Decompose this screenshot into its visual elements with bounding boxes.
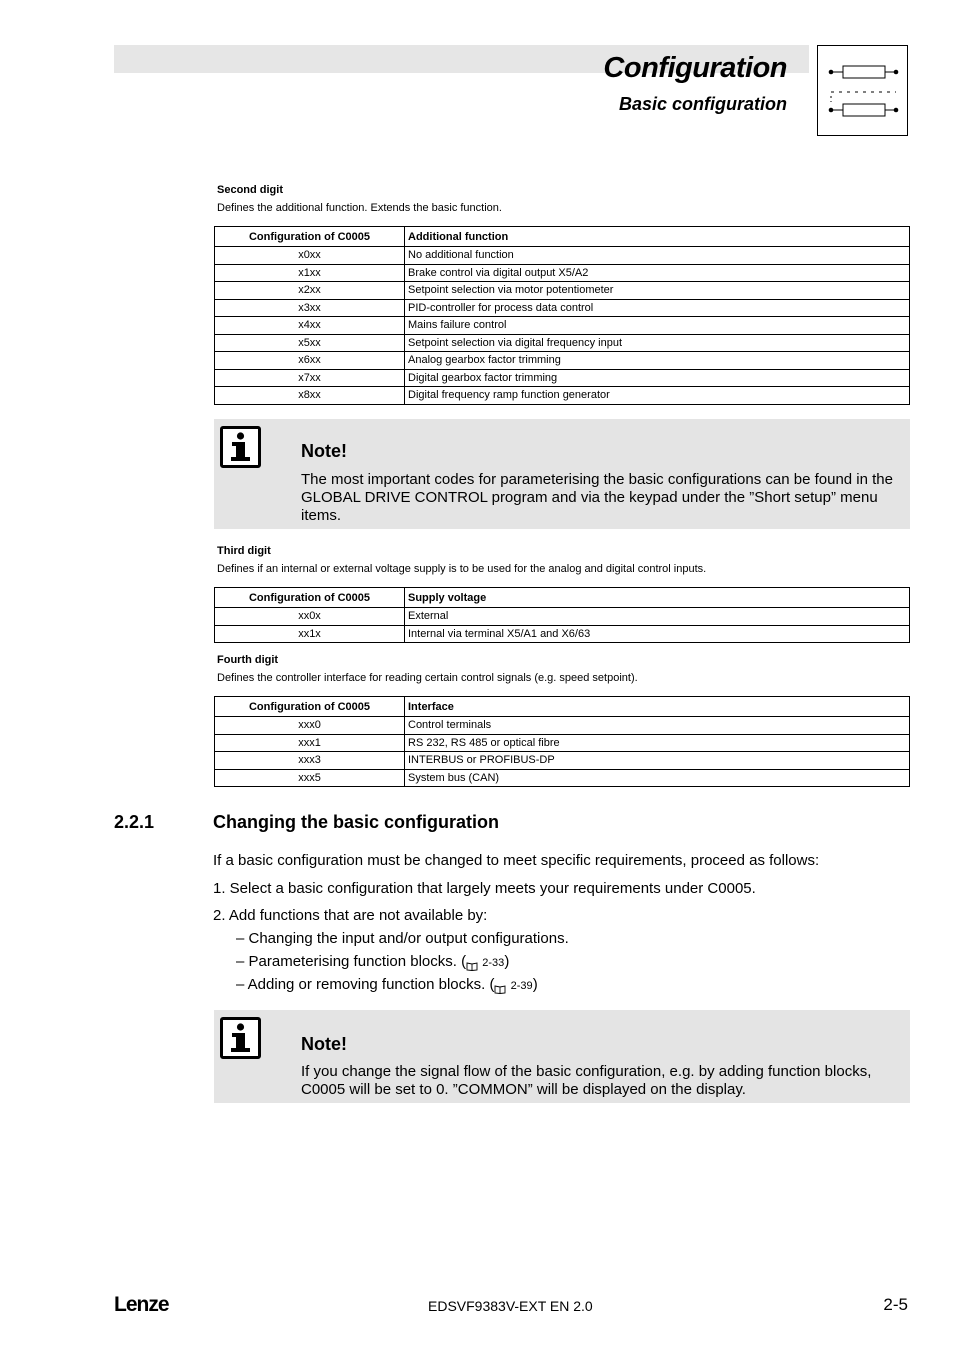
table-header-row — [215, 227, 910, 247]
table-row — [215, 717, 910, 735]
function-name: PID-controller for process data control — [405, 299, 910, 317]
config-code: xxx0 — [215, 717, 405, 735]
config-code: x4xx — [215, 317, 405, 335]
table-row — [215, 752, 910, 770]
second-digit-heading: Second digit — [217, 184, 283, 196]
sub-item-1: – Changing the input and/or output configurations. — [236, 930, 569, 947]
function-name: Mains failure control — [405, 317, 910, 335]
document-id: EDSVF9383V-EXT EN 2.0 — [428, 1298, 593, 1314]
function-name: External — [405, 608, 910, 626]
second-digit-table — [214, 226, 910, 405]
note-box — [214, 419, 910, 529]
fourth-digit-heading: Fourth digit — [217, 654, 279, 666]
table-row — [215, 299, 910, 317]
table-row — [215, 369, 910, 387]
table-header-row — [215, 697, 910, 717]
note-title: Note! — [301, 1034, 347, 1054]
config-code: xxx3 — [215, 752, 405, 770]
note-box — [214, 1010, 910, 1103]
config-code: x6xx — [215, 352, 405, 370]
function-name: Analog gearbox factor trimming — [405, 352, 910, 370]
column-header: Interface — [405, 697, 910, 717]
config-code: xxx5 — [215, 769, 405, 787]
config-code: xx0x — [215, 608, 405, 626]
second-digit-description: Defines the additional function. Extends the basic function. — [217, 202, 502, 214]
table-row — [215, 734, 910, 752]
note-text: The most important codes for parameterising the basic configurations can be found in the GLOBAL DRIVE CONTROL program and via the keypad under the ”Short setup” menu items. — [301, 471, 893, 524]
column-header: Configuration of C0005 — [215, 588, 405, 608]
section-title: Changing the basic configuration — [213, 812, 500, 832]
config-code: x1xx — [215, 264, 405, 282]
close-paren: ) — [532, 976, 538, 993]
config-code: xxx1 — [215, 734, 405, 752]
config-code: x5xx — [215, 334, 405, 352]
table-row — [215, 769, 910, 787]
function-name: INTERBUS or PROFIBUS-DP — [405, 752, 910, 770]
function-name: Digital frequency ramp function generator — [405, 387, 910, 405]
column-header: Additional function — [405, 227, 910, 247]
table-row — [215, 608, 910, 626]
page-reference-link[interactable]: 2-39 — [510, 980, 533, 992]
table-row — [215, 387, 910, 405]
config-code: x2xx — [215, 282, 405, 300]
function-name: Setpoint selection via motor potentiometer — [405, 282, 910, 300]
section-number: 2.2.1 — [114, 812, 155, 832]
table-row — [215, 264, 910, 282]
function-name: Control terminals — [405, 717, 910, 735]
table-header-row — [215, 588, 910, 608]
function-name: System bus (CAN) — [405, 769, 910, 787]
step-2: 2. Add functions that are not available by: — [213, 907, 488, 924]
info-icon — [220, 426, 261, 468]
function-name: RS 232, RS 485 or optical fibre — [405, 734, 910, 752]
config-code: x3xx — [215, 299, 405, 317]
config-code: x0xx — [215, 247, 405, 265]
table-row — [215, 282, 910, 300]
config-code: x8xx — [215, 387, 405, 405]
configuration-icon — [817, 45, 908, 136]
third-digit-table — [214, 587, 910, 643]
table-row — [215, 352, 910, 370]
lenze-logo: Lenze — [114, 1293, 169, 1316]
table-row — [215, 334, 910, 352]
sub-item-2 — [236, 953, 509, 970]
section-intro: If a basic configuration must be changed to meet specific requirements, proceed as follows: — [213, 852, 820, 869]
third-digit-heading: Third digit — [217, 545, 271, 557]
sub-item-2-text: – Parameterising function blocks. ( — [236, 953, 467, 970]
page-title: Configuration — [603, 52, 787, 84]
page-reference-link[interactable]: 2-33 — [482, 957, 505, 969]
table-row — [215, 625, 910, 643]
function-name: Setpoint selection via digital frequency input — [405, 334, 910, 352]
book-icon — [494, 981, 506, 990]
book-icon — [466, 958, 478, 967]
step-1: 1. Select a basic configuration that largely meets your requirements under C0005. — [213, 880, 756, 897]
info-icon — [220, 1017, 261, 1059]
sub-item-3 — [236, 976, 538, 993]
table-row — [215, 317, 910, 335]
table-row — [215, 247, 910, 265]
column-header: Supply voltage — [405, 588, 910, 608]
config-code: x7xx — [215, 369, 405, 387]
column-header: Configuration of C0005 — [215, 697, 405, 717]
close-paren: ) — [504, 953, 510, 970]
note-text: If you change the signal flow of the basic configuration, e.g. by adding function blocks, C0005 will be set to 0. ”COMMON” will be displayed on the display. — [301, 1063, 872, 1098]
function-name: Brake control via digital output X5/A2 — [405, 264, 910, 282]
sub-item-3-text: – Adding or removing function blocks. ( — [236, 976, 495, 993]
fourth-digit-description: Defines the controller interface for reading certain control signals (e.g. speed setpoint). — [217, 672, 638, 684]
page-subtitle: Basic configuration — [618, 94, 787, 114]
function-name: No additional function — [405, 247, 910, 265]
page-number: 2-5 — [883, 1295, 908, 1314]
fourth-digit-table — [214, 696, 910, 787]
function-name: Digital gearbox factor trimming — [405, 369, 910, 387]
config-code: xx1x — [215, 625, 405, 643]
third-digit-description: Defines if an internal or external voltage supply is to be used for the analog and digital control inputs. — [217, 563, 707, 575]
column-header: Configuration of C0005 — [215, 227, 405, 247]
note-title: Note! — [301, 441, 347, 461]
function-name: Internal via terminal X5/A1 and X6/63 — [405, 625, 910, 643]
